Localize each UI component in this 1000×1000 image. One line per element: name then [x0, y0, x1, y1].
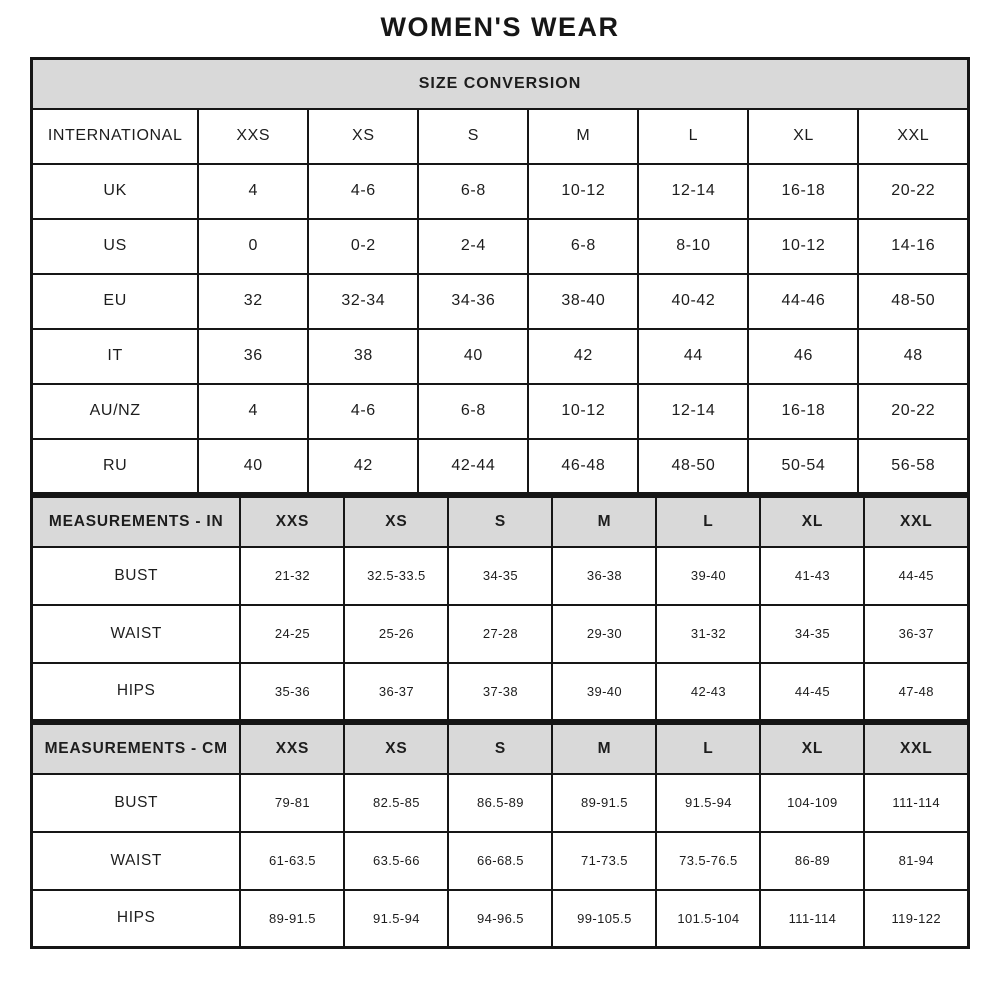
- measurements-cm-table: [30, 722, 970, 949]
- table-row: [32, 164, 969, 219]
- size-cell: 6-8: [418, 164, 528, 219]
- size-cell: 37-38: [448, 663, 552, 721]
- column-header: XL: [760, 724, 864, 774]
- size-cell: 86-89: [760, 832, 864, 890]
- table-title-header: MEASUREMENTS - CM: [32, 724, 241, 774]
- size-cell: 36-37: [344, 663, 448, 721]
- column-header: XXL: [864, 497, 968, 547]
- size-cell: 12-14: [638, 384, 748, 439]
- size-cell: 0: [198, 219, 308, 274]
- size-cell: 31-32: [656, 605, 760, 663]
- size-cell: 56-58: [858, 439, 968, 494]
- column-header: XS: [344, 497, 448, 547]
- column-header: XXS: [240, 497, 344, 547]
- size-cell: 99-105.5: [552, 890, 656, 948]
- size-cell: 47-48: [864, 663, 968, 721]
- size-cell: 36-37: [864, 605, 968, 663]
- table-row: [32, 605, 969, 663]
- row-label: HIPS: [32, 890, 241, 948]
- row-label: WAIST: [32, 605, 241, 663]
- size-cell: 6-8: [418, 384, 528, 439]
- table-row: [32, 329, 969, 384]
- row-label: IT: [32, 329, 199, 384]
- row-label: UK: [32, 164, 199, 219]
- column-header: XL: [748, 109, 858, 164]
- size-cell: 27-28: [448, 605, 552, 663]
- size-cell: 4-6: [308, 164, 418, 219]
- row-label: WAIST: [32, 832, 241, 890]
- size-cell: 82.5-85: [344, 774, 448, 832]
- header-row: [32, 724, 969, 774]
- size-cell: 79-81: [240, 774, 344, 832]
- size-cell: 46: [748, 329, 858, 384]
- page-title: WOMEN'S WEAR: [380, 12, 620, 42]
- size-cell: 21-32: [240, 547, 344, 605]
- size-cell: 42: [308, 439, 418, 494]
- size-cell: 94-96.5: [448, 890, 552, 948]
- size-cell: 86.5-89: [448, 774, 552, 832]
- header-row: [32, 497, 969, 547]
- size-cell: 4: [198, 164, 308, 219]
- size-conversion-table: [30, 57, 970, 495]
- table-row: [32, 439, 969, 494]
- column-header: M: [552, 724, 656, 774]
- size-cell: 34-35: [448, 547, 552, 605]
- size-cell: 91.5-94: [656, 774, 760, 832]
- column-header: XS: [344, 724, 448, 774]
- size-cell: 6-8: [528, 219, 638, 274]
- size-cell: 73.5-76.5: [656, 832, 760, 890]
- size-cell: 50-54: [748, 439, 858, 494]
- size-cell: 8-10: [638, 219, 748, 274]
- row-label: AU/NZ: [32, 384, 199, 439]
- size-cell: 101.5-104: [656, 890, 760, 948]
- size-cell: 36: [198, 329, 308, 384]
- size-cell: 48: [858, 329, 968, 384]
- size-cell: 40: [198, 439, 308, 494]
- size-cell: 38: [308, 329, 418, 384]
- table-row: [32, 384, 969, 439]
- size-cell: 10-12: [528, 384, 638, 439]
- size-conversion-header: SIZE CONVERSION: [32, 59, 969, 109]
- size-cell: 42-44: [418, 439, 528, 494]
- size-cell: 66-68.5: [448, 832, 552, 890]
- size-cell: 25-26: [344, 605, 448, 663]
- size-cell: 119-122: [864, 890, 968, 948]
- table-row: [32, 890, 969, 948]
- size-cell: 14-16: [858, 219, 968, 274]
- table-title-header: MEASUREMENTS - IN: [32, 497, 241, 547]
- size-cell: 42: [528, 329, 638, 384]
- size-cell: 10-12: [528, 164, 638, 219]
- size-cell: 34-36: [418, 274, 528, 329]
- size-cell: 104-109: [760, 774, 864, 832]
- size-cell: 40: [418, 329, 528, 384]
- size-cell: 81-94: [864, 832, 968, 890]
- size-cell: 38-40: [528, 274, 638, 329]
- row-label: RU: [32, 439, 199, 494]
- column-header: XXS: [240, 724, 344, 774]
- size-cell: 40-42: [638, 274, 748, 329]
- column-header: S: [448, 724, 552, 774]
- row-label: BUST: [32, 774, 241, 832]
- size-cell: 16-18: [748, 164, 858, 219]
- column-header: S: [418, 109, 528, 164]
- column-header: XS: [308, 109, 418, 164]
- size-cell: 39-40: [552, 663, 656, 721]
- row-label: US: [32, 219, 199, 274]
- size-cell: 4-6: [308, 384, 418, 439]
- column-header: XXS: [198, 109, 308, 164]
- table-title-header: INTERNATIONAL: [32, 109, 199, 164]
- size-cell: 4: [198, 384, 308, 439]
- size-cell: 12-14: [638, 164, 748, 219]
- table-row: [32, 663, 969, 721]
- size-cell: 35-36: [240, 663, 344, 721]
- size-cell: 48-50: [638, 439, 748, 494]
- size-cell: 44-45: [760, 663, 864, 721]
- header-row: [32, 109, 969, 164]
- table-row: [32, 274, 969, 329]
- size-cell: 71-73.5: [552, 832, 656, 890]
- size-cell: 20-22: [858, 164, 968, 219]
- row-label: HIPS: [32, 663, 241, 721]
- size-cell: 89-91.5: [240, 890, 344, 948]
- size-cell: 36-38: [552, 547, 656, 605]
- size-cell: 89-91.5: [552, 774, 656, 832]
- size-cell: 44: [638, 329, 748, 384]
- size-cell: 34-35: [760, 605, 864, 663]
- table-caption-row: [32, 59, 969, 109]
- size-cell: 61-63.5: [240, 832, 344, 890]
- column-header: L: [638, 109, 748, 164]
- column-header: XXL: [864, 724, 968, 774]
- column-header: L: [656, 497, 760, 547]
- column-header: M: [552, 497, 656, 547]
- size-cell: 10-12: [748, 219, 858, 274]
- size-cell: 46-48: [528, 439, 638, 494]
- table-row: [32, 219, 969, 274]
- measurements-in-table: [30, 495, 970, 722]
- size-cell: 32-34: [308, 274, 418, 329]
- size-cell: 39-40: [656, 547, 760, 605]
- row-label: BUST: [32, 547, 241, 605]
- size-cell: 111-114: [760, 890, 864, 948]
- size-cell: 42-43: [656, 663, 760, 721]
- table-row: [32, 832, 969, 890]
- size-cell: 41-43: [760, 547, 864, 605]
- size-cell: 16-18: [748, 384, 858, 439]
- size-cell: 24-25: [240, 605, 344, 663]
- size-cell: 20-22: [858, 384, 968, 439]
- row-label: EU: [32, 274, 199, 329]
- size-cell: 63.5-66: [344, 832, 448, 890]
- size-cell: 0-2: [308, 219, 418, 274]
- size-cell: 2-4: [418, 219, 528, 274]
- table-row: [32, 774, 969, 832]
- size-cell: 29-30: [552, 605, 656, 663]
- column-header: XL: [760, 497, 864, 547]
- size-cell: 111-114: [864, 774, 968, 832]
- size-cell: 44-46: [748, 274, 858, 329]
- column-header: L: [656, 724, 760, 774]
- column-header: M: [528, 109, 638, 164]
- table-row: [32, 547, 969, 605]
- column-header: XXL: [858, 109, 968, 164]
- size-cell: 32: [198, 274, 308, 329]
- size-cell: 91.5-94: [344, 890, 448, 948]
- column-header: S: [448, 497, 552, 547]
- size-cell: 48-50: [858, 274, 968, 329]
- size-cell: 32.5-33.5: [344, 547, 448, 605]
- size-cell: 44-45: [864, 547, 968, 605]
